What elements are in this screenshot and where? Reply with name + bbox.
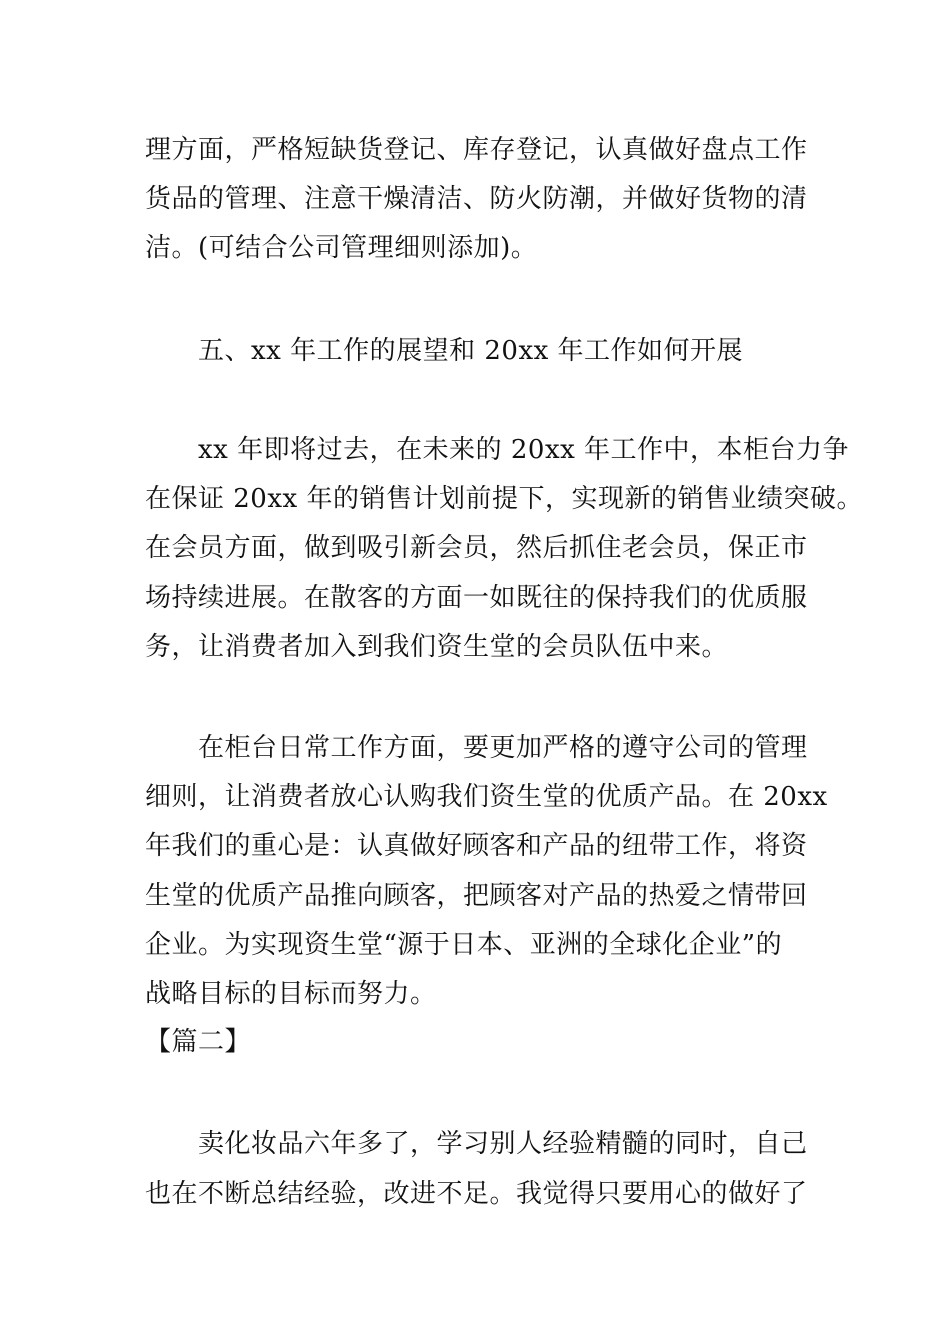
paragraph-3-line-1: 在柜台日常工作方面，要更加严格的遵守公司的管理 bbox=[198, 733, 808, 763]
paragraph-2-line-5: 务，让消费者加入到我们资生堂的会员队伍中来。 bbox=[145, 632, 729, 662]
paragraph-2-line-4: 场持续进展。在散客的方面一如既往的保持我们的优质服 bbox=[145, 583, 808, 613]
paragraph-2-line-1: xx 年即将过去，在未来的 20xx 年工作中，本柜台力争 bbox=[198, 435, 850, 465]
paragraph-3-line-3: 年我们的重心是：认真做好顾客和产品的纽带工作，将资 bbox=[145, 831, 808, 861]
paragraph-3-line-5: 企业。为实现资生堂“源于日本、亚洲的全球化企业”的 bbox=[145, 930, 783, 960]
paragraph-3-line-2: 细则，让消费者放心认购我们资生堂的优质产品。在 20xx bbox=[145, 782, 828, 812]
part-2-heading: 【篇二】 bbox=[145, 1027, 252, 1057]
paragraph-3-line-6: 战略目标的目标而努力。 bbox=[145, 979, 437, 1009]
paragraph-1-line-3: 洁。(可结合公司管理细则添加)。 bbox=[145, 233, 538, 263]
paragraph-4-line-2: 也在不断总结经验，改进不足。我觉得只要用心的做好了 bbox=[145, 1179, 808, 1209]
paragraph-2-line-3: 在会员方面，做到吸引新会员，然后抓住老会员，保正市 bbox=[145, 533, 808, 563]
section-5-title: 五、xx 年工作的展望和 20xx 年工作如何开展 bbox=[198, 336, 744, 366]
paragraph-1-line-2: 货品的管理、注意干燥清洁、防火防潮，并做好货物的清 bbox=[145, 184, 808, 214]
paragraph-2-line-2: 在保证 20xx 年的销售计划前提下，实现新的销售业绩突破。 bbox=[145, 484, 863, 514]
paragraph-3-line-4: 生堂的优质产品推向顾客，把顾客对产品的热爱之情带回 bbox=[145, 881, 808, 911]
paragraph-4-line-1: 卖化妆品六年多了，学习别人经验精髓的同时，自己 bbox=[198, 1129, 808, 1159]
paragraph-1-line-1: 理方面，严格短缺货登记、库存登记，认真做好盘点工作 bbox=[145, 135, 808, 165]
